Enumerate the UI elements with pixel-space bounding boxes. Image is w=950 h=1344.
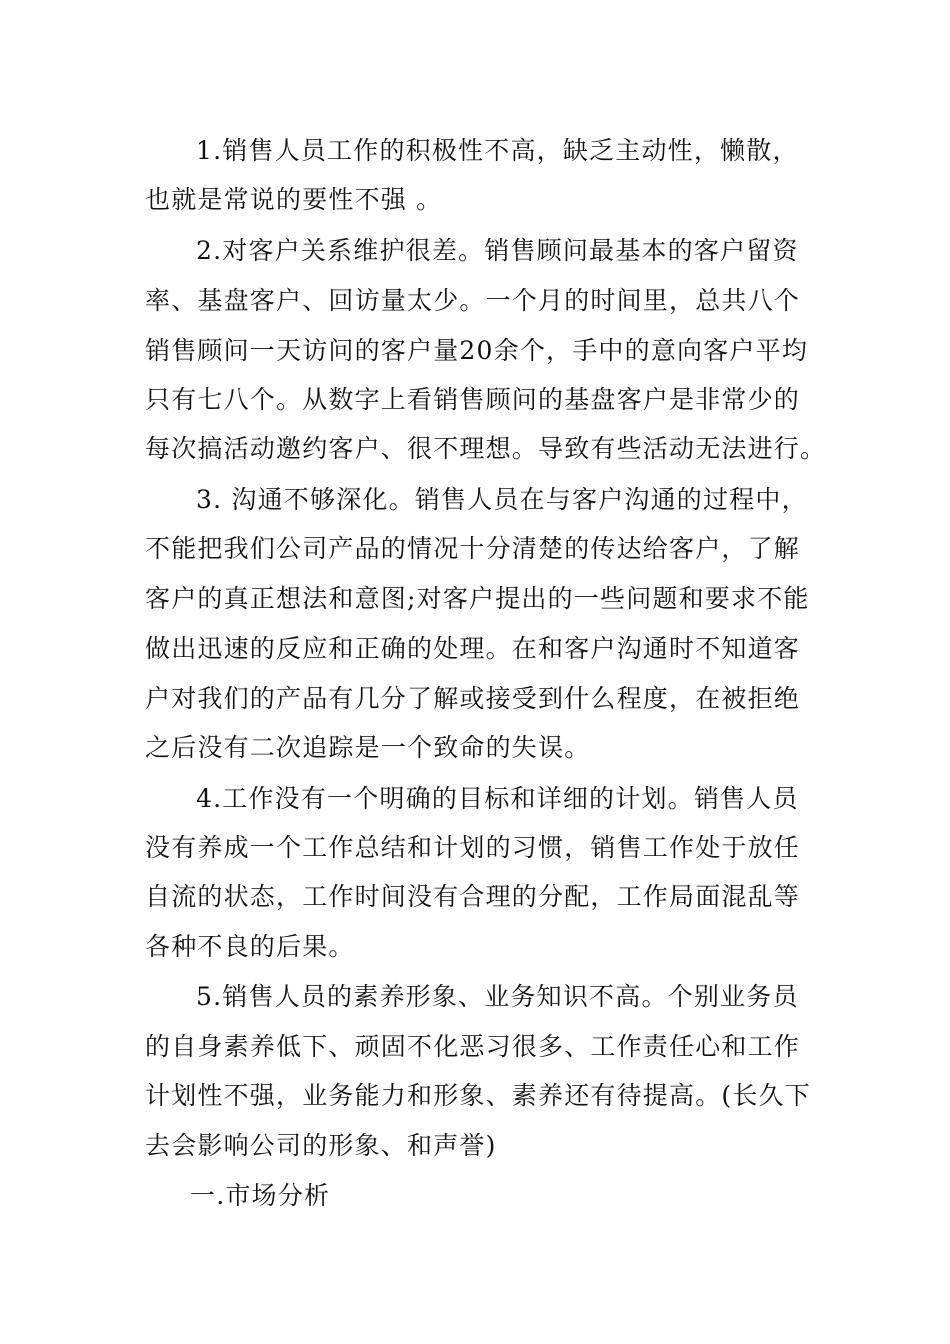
text-line: 自流的状态，工作时间没有合理的分配，工作局面混乱等	[145, 882, 801, 911]
text-line: 1.销售人员工作的积极性不高，缺乏主动性，懒散，	[196, 136, 799, 165]
text-line: 各种不良的后果。	[145, 932, 355, 961]
text-line: 户对我们的产品有几分了解或接受到什么程度，在被拒绝	[145, 684, 801, 713]
text-line: 也就是常说的要性不强 。	[145, 185, 443, 214]
text-line: 5.销售人员的素养形象、业务知识不高。个别业务员	[196, 982, 799, 1011]
text-line: 做出迅速的反应和正确的处理。在和客户沟通时不知道客	[145, 634, 801, 663]
text-line: 率、基盘客户、回访量太少。一个月的时间里，总共八个	[145, 286, 801, 315]
section-heading: 一.市场分析	[190, 1181, 331, 1210]
text-line: 不能把我们公司产品的情况十分清楚的传达给客户，了解	[145, 534, 801, 563]
text-line: 客户的真正想法和意图;对客户提出的一些问题和要求不能	[145, 584, 810, 613]
text-line: 的自身素养低下、顽固不化恶习很多、工作责任心和工作	[145, 1032, 801, 1061]
text-line: 2.对客户关系维护很差。销售顾问最基本的客户留资	[196, 236, 799, 265]
text-line: 3. 沟通不够深化。销售人员在与客户沟通的过程中，	[196, 485, 808, 514]
text-line: 去会影响公司的形象、和声誉)	[145, 1131, 497, 1160]
text-line: 计划性不强，业务能力和形象、素养还有待提高。(长久下	[145, 1081, 811, 1110]
text-line: 之后没有二次追踪是一个致命的失误。	[145, 733, 591, 762]
text-line: 每次搞活动邀约客户、很不理想。导致有些活动无法进行。	[145, 434, 827, 463]
text-line: 4.工作没有一个明确的目标和详细的计划。销售人员	[196, 784, 799, 813]
text-line: 只有七八个。从数字上看销售顾问的基盘客户是非常少的	[145, 385, 801, 414]
text-line: 销售顾问一天访问的客户量20余个，手中的意向客户平均	[145, 336, 809, 365]
text-line: 没有养成一个工作总结和计划的习惯，销售工作处于放任	[145, 833, 801, 862]
